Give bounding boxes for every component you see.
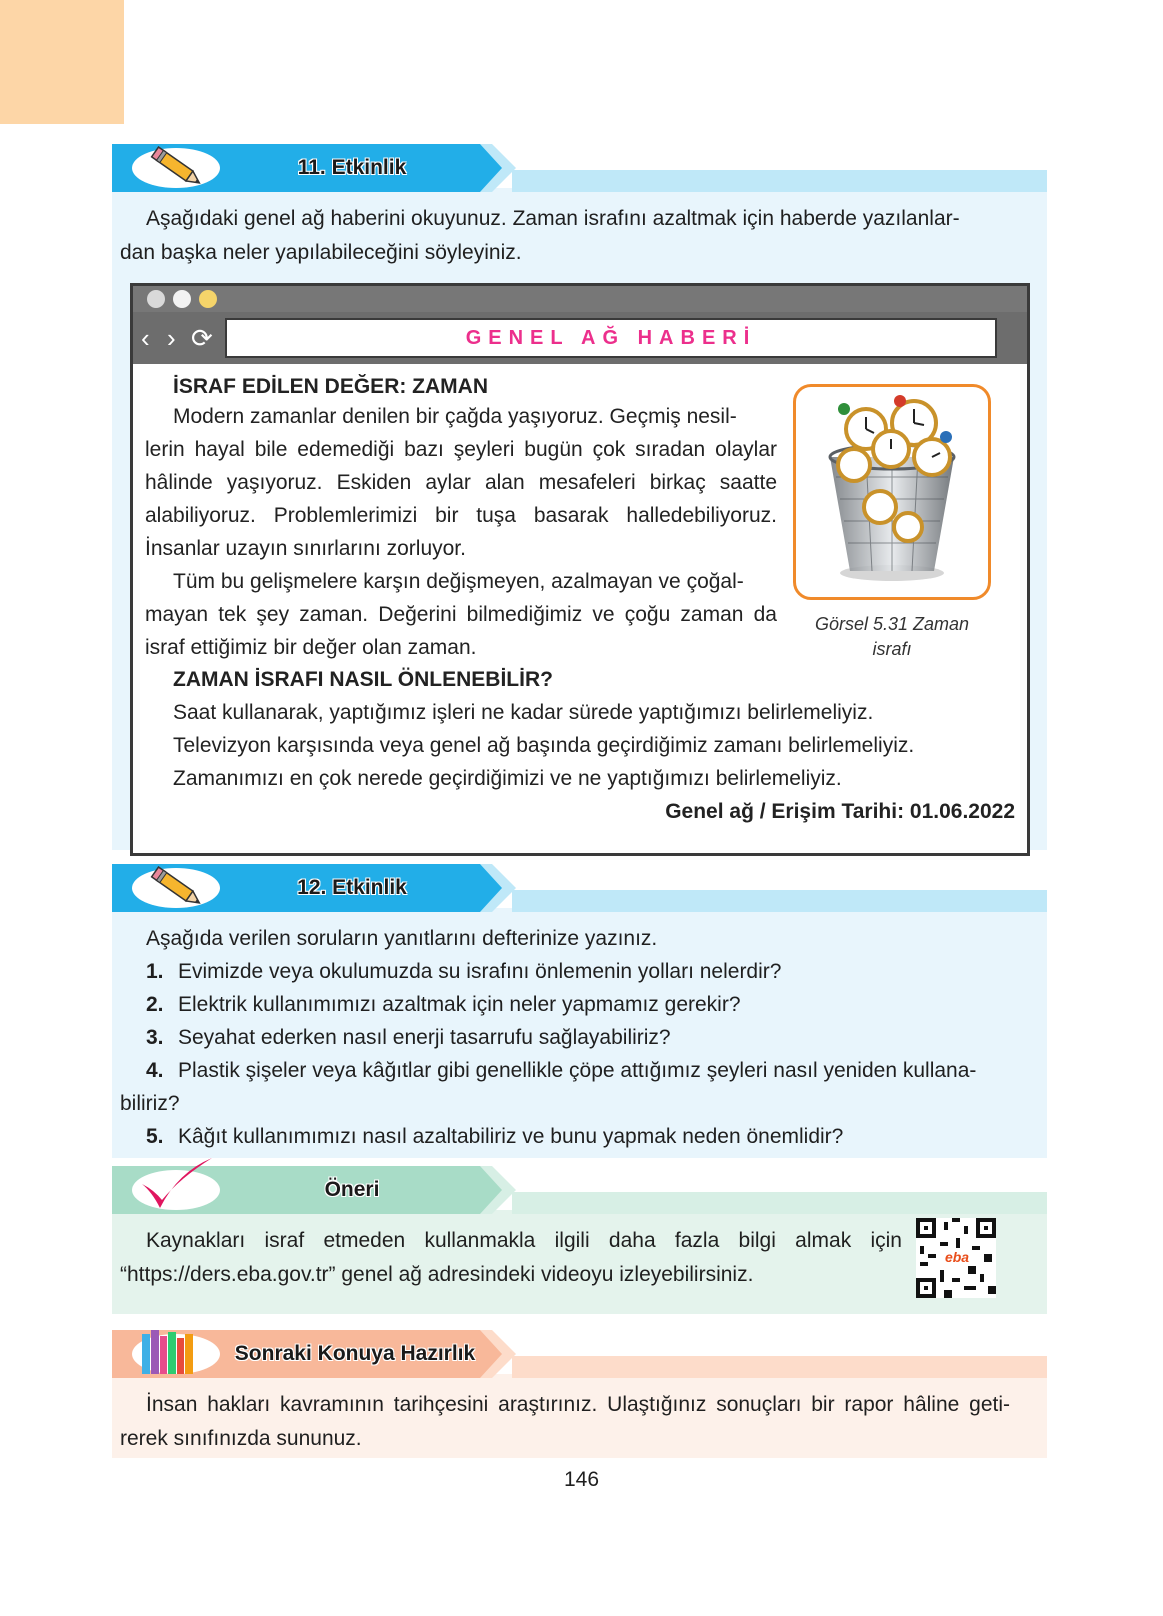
pencil-icon [148,866,208,910]
sonraki-text: İnsan hakları kavramının tarihçesini araştırınız. Ulaştığınız sonuçları bir rapor hâline geti- rerek sınıfınızda sununuz. [120,1393,1010,1450]
image-caption: Görsel 5.31 Zaman israfı [814,614,970,659]
question-item: 3. Seyahat ederken nasıl enerji tasarrufu sağlayabiliriz? [146,1026,671,1049]
article-paragraph-1: Modern zamanlar denilen bir çağda yaşıyoruz. Geçmiş nesil- lerin hayal bile edemediği bazı şeyleri bugün çok sıradan olaylar hâlinde yaşıyoruz. Eskiden aylar alan mesafeleri birkaç saatte alabiliyoruz. Problemlerimizi bir tuşa basarak halledebiliyoruz. İnsanlar uzayın sınırlarını zorluyor. [145,405,777,560]
activity-12-title: 12. Etkinlik [297,876,407,899]
qr-code[interactable] [916,1218,996,1298]
pencil-icon [148,146,208,190]
browser-navbar [133,312,1027,364]
back-icon[interactable]: ‹ [141,323,150,353]
eba-logo-label: eba [942,1248,972,1266]
article-heading-1: İSRAF EDİLEN DEĞER: ZAMAN [173,375,488,398]
window-dot-2[interactable] [173,290,191,308]
oneri-text: Kaynakları israf etmeden kullanmakla ilgili daha fazla bilgi almak için “https://ders.eba.gov.tr” genel ağ adresindeki videoyu izleyebilirsiniz. [120,1229,902,1286]
sonraki-header [112,1330,1047,1378]
image-frame [793,384,991,600]
activity-11-title: 11. Etkinlik [297,156,407,179]
activity-12-header [112,864,1047,912]
browser-window [130,283,1030,856]
forward-icon[interactable]: › [167,323,176,353]
article-tip: Televizyon karşısında veya genel ağ başında geçirdiğimiz zamanı belirlemeliyiz. [173,734,915,757]
wastebasket-clocks-image [796,387,988,597]
article-source: Genel ağ / Erişim Tarihi: 01.06.2022 [665,800,1015,823]
page-number: 146 [563,1468,600,1491]
oneri-header [112,1166,1047,1214]
question-item: 2. Elektrik kullanımımızı azaltmak için neler yapmamız gerekir? [146,993,741,1016]
oneri-title: Öneri [324,1178,380,1201]
sonraki-title: Sonraki Konuya Hazırlık [234,1342,476,1365]
question-item: 1. Evimizde veya okulumuzda su israfını önlemenin yolları nelerdir? [146,960,782,983]
page-corner-tab [0,0,124,124]
reload-icon[interactable]: ⟳ [191,323,213,353]
article-tip: Saat kullanarak, yaptığımız işleri ne kadar sürede yaptığımızı belirlemeliyiz. [173,701,874,724]
question-item: 5. Kâğıt kullanımımızı nasıl azaltabiliriz ve bunu yapmak neden önemlidir? [146,1125,844,1148]
activity-11-header [112,144,1047,192]
window-dot-3[interactable] [199,290,217,308]
url-bar[interactable]: GENEL AĞ HABERİ [225,318,997,358]
question-item-continuation: biliriz? [120,1092,180,1115]
question-item: 4. Plastik şişeler veya kâğıtlar gibi genellikle çöpe attığımız şeyleri nasıl yeniden kullana- [146,1059,977,1082]
activity-11-intro: Aşağıdaki genel ağ haberini okuyunuz. Zaman israfını azaltmak için haberde yazılanlar- dan başka neler yapılabileceğini söyleyiniz. [120,207,960,264]
browser-titlebar [133,286,1027,312]
article-paragraph-2: Tüm bu gelişmelere karşın değişmeyen, azalmayan ve çoğal- mayan tek şey zaman. Değerini bilmediğimiz ve çoğu zaman da israf ettiğimiz bir değer olan zaman. [145,570,777,659]
books-icon [138,1328,198,1378]
article-heading-2: ZAMAN İSRAFI NASIL ÖNLENEBİLİR? [173,668,553,691]
window-dot-1[interactable] [147,290,165,308]
article-tip: Zamanımızı en çok nerede geçirdiğimizi ve ne yaptığımızı belirlemeliyiz. [173,767,842,790]
article-tips [173,696,914,795]
activity-12-intro: Aşağıda verilen soruların yanıtlarını defterinize yazınız. [146,927,658,950]
checkmark-icon [134,1154,218,1214]
